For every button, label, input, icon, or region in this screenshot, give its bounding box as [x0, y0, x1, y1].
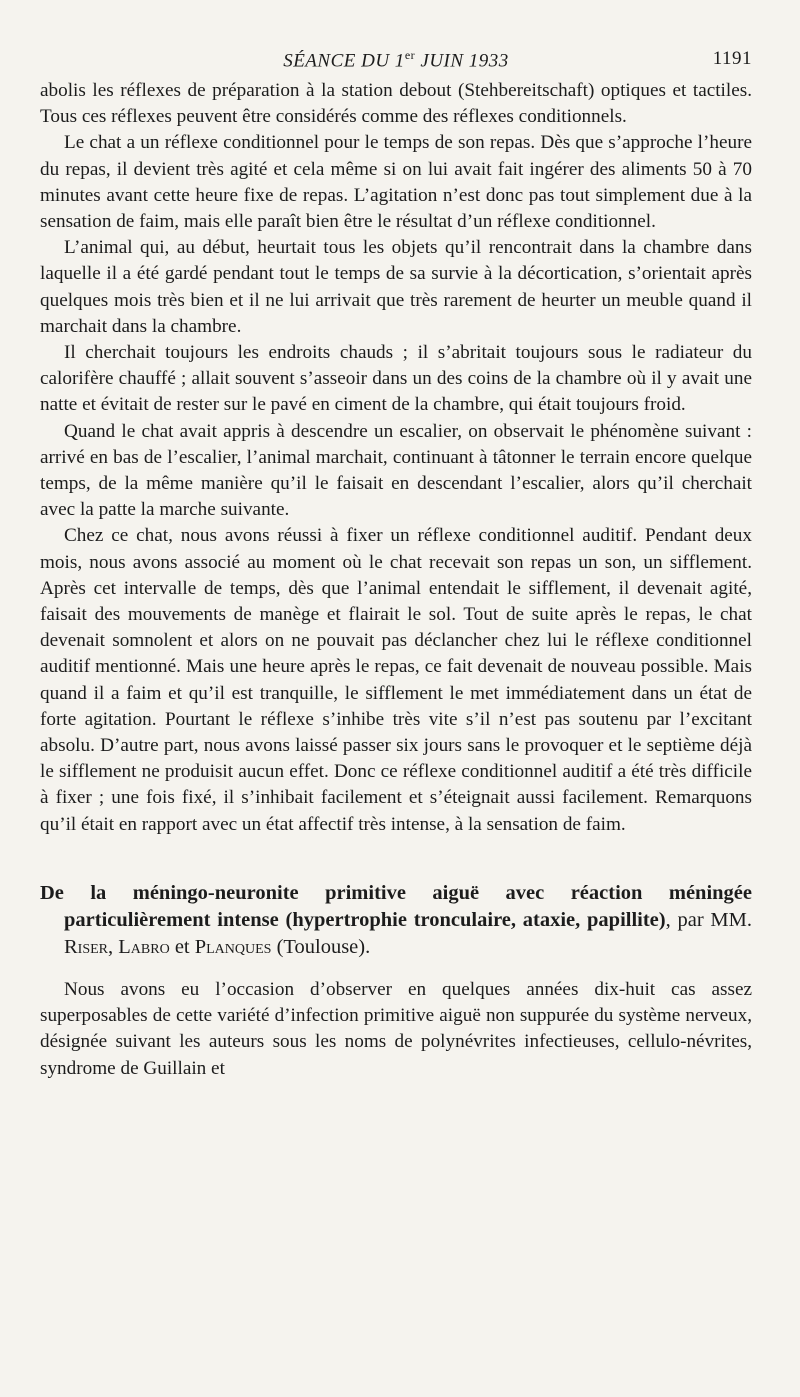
author-separator: , — [108, 935, 119, 958]
paragraph-reflexe-auditif: Chez ce chat, nous avons réussi à fixer un réflexe conditionnel auditif. Pendant deux mois, nous avons associé au moment où le chat recevait son repas un son, un sifflement. Après cet intervalle de temps, dès que l’animal entendait le sifflement, il devenait agité, faisait des mouvements de manège et flairait le sol. Tout de suite après le repas, le chat devenait somnolent et alors on ne pouvait pas déclancher chez lui le réflexe conditionnel auditif mentionné. Mais une heure après le repas, ce fait devenait de nouveau possible. Mais quand il a faim et qu’il est tranquille, le sifflement le met immédiatement dans un état de forte agitation. Pourtant le réflexe s’inhibe très vite s’il n’est pas soutenu par l’excitant absolu. D’autre part, nous avons laissé passer six jours sans le provoquer et le septième déjà le sifflement ne produisit aucun effet. Donc ce réflexe conditionnel auditif a été très difficile à fixer ; une fois fixé, il s’inhibait facilement et s’éteignait aussi facilement. Remarquons qu’il était en rapport avec un état affectif très intense, à la sensation de faim. — [40, 525, 752, 835]
paragraph-escalier: Quand le chat avait appris à descendre un escalier, on observait le phénomène suivant : arrivé en bas de l’escalier, l’animal marchait, continuant à tâtonner le terrain encore quelque temps, de la même manière qu’il le faisait en descendant l’escalier, alors qu’il cherchait avec la patte la marche suivante. — [40, 420, 752, 521]
section-byline: , par MM. — [665, 908, 752, 931]
paragraph-chaleur: Il cherchait toujours les endroits chauds ; il s’abritait toujours sous le radiateur du calorifère chauffé ; allait souvent s’asseoir dans un des coins de la chambre où il y avait une natte et évitait de rester sur le pavé en ciment de la chambre, qui était toujours froid. — [40, 342, 752, 416]
paragraph-section-intro: Nous avons eu l’occasion d’observer en quelques années dix-huit cas assez superposables de cette variété d’infection primitive aiguë non suppurée du système nerveux, désignée suivant les auteurs sous les noms de polynévrites infectieuses, cellulo-névrites, syndrome de Guillain et — [40, 978, 752, 1079]
running-title-date: JUIN 1933 — [415, 50, 509, 72]
paragraph-continuation: abolis les réflexes de préparation à la station debout (Stehbereitschaft) optiques et tactiles. Tous ces réflexes peuvent être considérés comme des réflexes conditionnels. — [40, 80, 752, 128]
author-labro: Labro — [118, 935, 170, 958]
paragraph-orientation: L’animal qui, au début, heurtait tous les objets qu’il rencontrait dans la chambre dans laquelle il a été gardé pendant tout le temps de sa survie à la décortication, s’orientait après quelques mois très bien et il ne lui arrivait que très rarement de heurter un meuble quand il marchait dans la chambre. — [40, 237, 752, 337]
author-conjunction: et — [169, 935, 195, 958]
page — [40, 48, 752, 1082]
body-text — [40, 78, 752, 838]
author-riser: Riser — [64, 935, 109, 958]
author-planques: Planques — [194, 935, 272, 958]
running-title-text: SÉANCE DU 1 — [283, 50, 405, 72]
running-title-superscript: er — [404, 48, 416, 62]
section-body — [40, 977, 752, 1082]
section-location: (Toulouse). — [271, 935, 371, 958]
page-number: 1191 — [712, 48, 752, 69]
running-header — [40, 48, 752, 78]
paragraph-repas: Le chat a un réflexe conditionnel pour le temps de son repas. Dès que s’approche l’heure du repas, il devient très agité et cela même si on lui avait fait ingérer des aliments 50 à 70 minutes avant cette heure fixe de repas. L’agitation n’est donc pas tout simplement due à la sensation de faim, mais elle paraît bien être le résultat d’un réflexe conditionnel. — [40, 132, 752, 233]
section-title — [40, 880, 752, 961]
running-title — [40, 48, 752, 72]
section-title-text: De la méningo-neuronite primitive aiguë avec réaction méningée particulièrement intense (hypertrophie tronculaire, ataxie, papillite) — [40, 881, 752, 931]
